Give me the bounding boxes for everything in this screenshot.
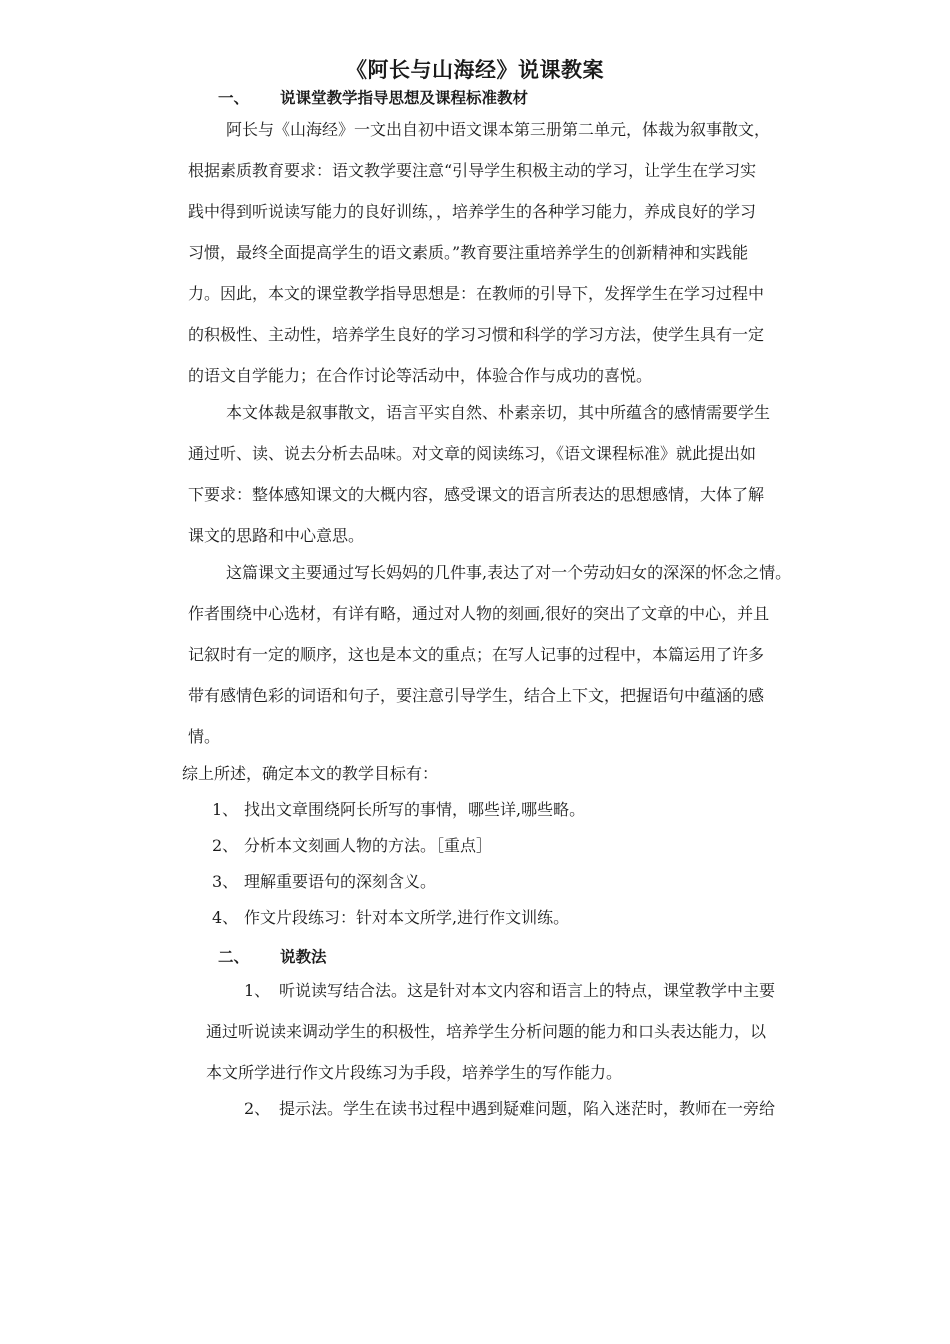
- summary-line: 综上所述，确定本文的教学目标有：: [182, 764, 439, 783]
- para1-line: 习惯，最终全面提高学生的语文素质。”教育要注重培养学生的创新精神和实践能: [188, 243, 749, 262]
- method-line: 通过听说读来调动学生的积极性，培养学生分析问题的能力和口头表达能力，以: [206, 1022, 767, 1041]
- para1-line: 根据素质教育要求：语文教学要注意“引导学生积极主动的学习，让学生在学习实: [188, 161, 757, 180]
- para2-line: 下要求：整体感知课文的大概内容，感受课文的语言所表达的思想感情，大体了解: [188, 485, 765, 504]
- method-text: 听说读写结合法。这是针对本文内容和语言上的特点，课堂教学中主要: [279, 981, 776, 1000]
- section-title-1: 说课堂教学指导思想及课程标准教材: [280, 88, 529, 107]
- goal-text: 找出文章围绕阿长所写的事情，哪些详,哪些略。: [244, 800, 586, 819]
- goal-number: 1、: [212, 800, 239, 819]
- section-number-2: 二、: [218, 947, 250, 966]
- method-text: 提示法。学生在读书过程中遇到疑难问题，陷入迷茫时，教师在一旁给: [279, 1099, 776, 1118]
- method-number: 1、: [244, 981, 271, 1000]
- method-number: 2、: [244, 1099, 271, 1118]
- para1-line: 的语文自学能力；在合作讨论等活动中，体验合作与成功的喜悦。: [188, 366, 653, 385]
- para2-line: 通过听、读、说去分析去品味。对文章的阅读练习，《语文课程标准》就此提出如: [188, 444, 757, 463]
- para1-line: 的积极性、主动性，培养学生良好的学习习惯和科学的学习方法，使学生具有一定: [188, 325, 765, 344]
- method-line: 本文所学进行作文片段练习为手段，培养学生的写作能力。: [206, 1063, 623, 1082]
- para3-line: 这篇课文主要通过写长妈妈的几件事,表达了对一个劳动妇女的深深的怀念之情。: [226, 563, 792, 582]
- goal-text: 作文片段练习：针对本文所学,进行作文训练。: [244, 908, 570, 927]
- document-title: 《阿长与山海经》说课教案: [346, 57, 604, 82]
- para3-line: 带有感情色彩的词语和句子，要注意引导学生，结合上下文，把握语句中蕴涵的感: [188, 686, 765, 705]
- goal-text: 理解重要语句的深刻含义。: [244, 872, 437, 891]
- section-heading-1: [218, 86, 528, 108]
- para1-line: 践中得到听说读写能力的良好训练，，培养学生的各种学习能力，养成良好的学习: [188, 202, 757, 221]
- section-number-1: 一、: [218, 88, 250, 107]
- para3-line: 记叙时有一定的顺序，这也是本文的重点；在写人记事的过程中，本篇运用了许多: [188, 645, 765, 664]
- para2-line: 本文体裁是叙事散文，语言平实自然、朴素亲切，其中所蕴含的感情需要学生: [226, 403, 771, 422]
- section-heading-2: [218, 945, 327, 967]
- goal-number: 4、: [212, 908, 239, 927]
- para3-line: 作者围绕中心选材，有详有略，通过对人物的刻画,很好的突出了文章的中心，并且: [188, 604, 770, 623]
- para3-line: 情。: [188, 727, 221, 746]
- section-title-2: 说教法: [280, 947, 327, 966]
- para1-line: 力。因此，本文的课堂教学指导思想是：在教师的引导下，发挥学生在学习过程中: [188, 284, 765, 303]
- para1-line: 阿长与《山海经》一文出自初中语文课本第三册第二单元，体裁为叙事散文，: [226, 120, 771, 139]
- goal-number: 3、: [212, 872, 239, 891]
- para2-line: 课文的思路和中心意思。: [188, 526, 365, 545]
- goal-number: 2、: [212, 836, 239, 855]
- goal-text: 分析本文刻画人物的方法。［重点］: [244, 836, 493, 855]
